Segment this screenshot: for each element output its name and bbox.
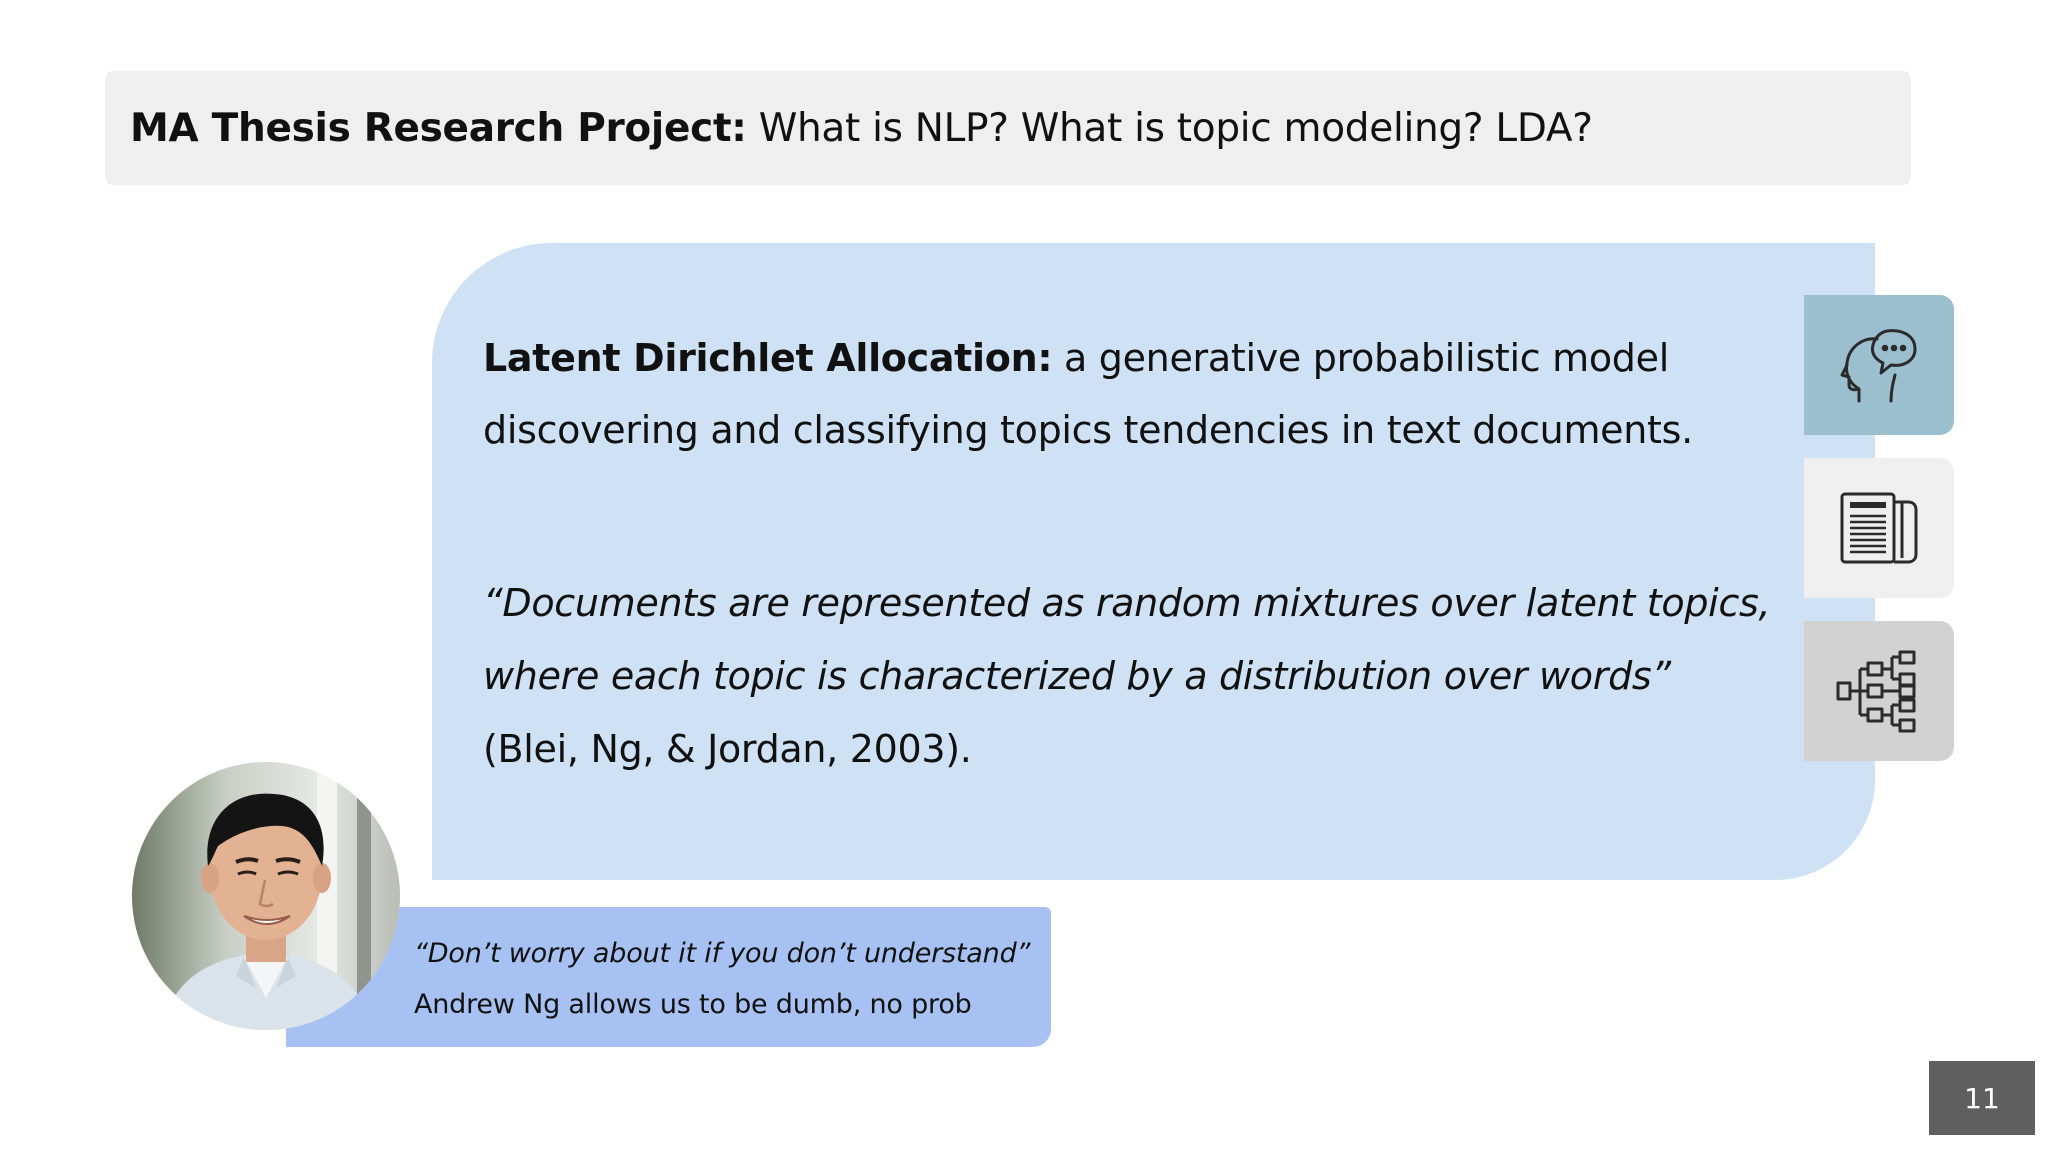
head-speech-icon <box>1837 323 1921 407</box>
caption-text <box>414 928 1034 1030</box>
definition-term: Latent Dirichlet Allocation: <box>483 336 1053 380</box>
slide-title-bold: MA Thesis Research Project: <box>130 105 747 151</box>
head-speech-tab <box>1804 295 1954 435</box>
newspaper-tab <box>1804 458 1954 598</box>
page-number-badge <box>1929 1061 2035 1135</box>
caption-note: Andrew Ng allows us to be dumb, no prob <box>414 989 972 1020</box>
newspaper-icon <box>1836 488 1922 568</box>
slide-title <box>105 71 1911 185</box>
portrait-image <box>132 762 400 1030</box>
definition-text: a generative probabilistic model discovering and classifying topics tendencies in text documents. <box>483 336 1693 452</box>
quote-citation: (Blei, Ng, & Jordan, 2003). <box>483 727 972 771</box>
avatar <box>132 762 400 1030</box>
lda-definition <box>483 322 1813 466</box>
caption-quote: “Don’t worry about it if you don’t understand” <box>414 938 1031 969</box>
blei-quote <box>483 567 1803 786</box>
hierarchy-tab <box>1804 621 1954 761</box>
slide-title-rest: What is NLP? What is topic modeling? LDA? <box>746 105 1593 151</box>
page-number: 11 <box>1964 1081 2000 1115</box>
quote-line-2: where each topic is characterized by a distribution over words” <box>483 654 1671 698</box>
quote-line-1: “Documents are represented as random mixtures over latent topics, <box>483 581 1771 625</box>
hierarchy-icon <box>1834 649 1924 733</box>
